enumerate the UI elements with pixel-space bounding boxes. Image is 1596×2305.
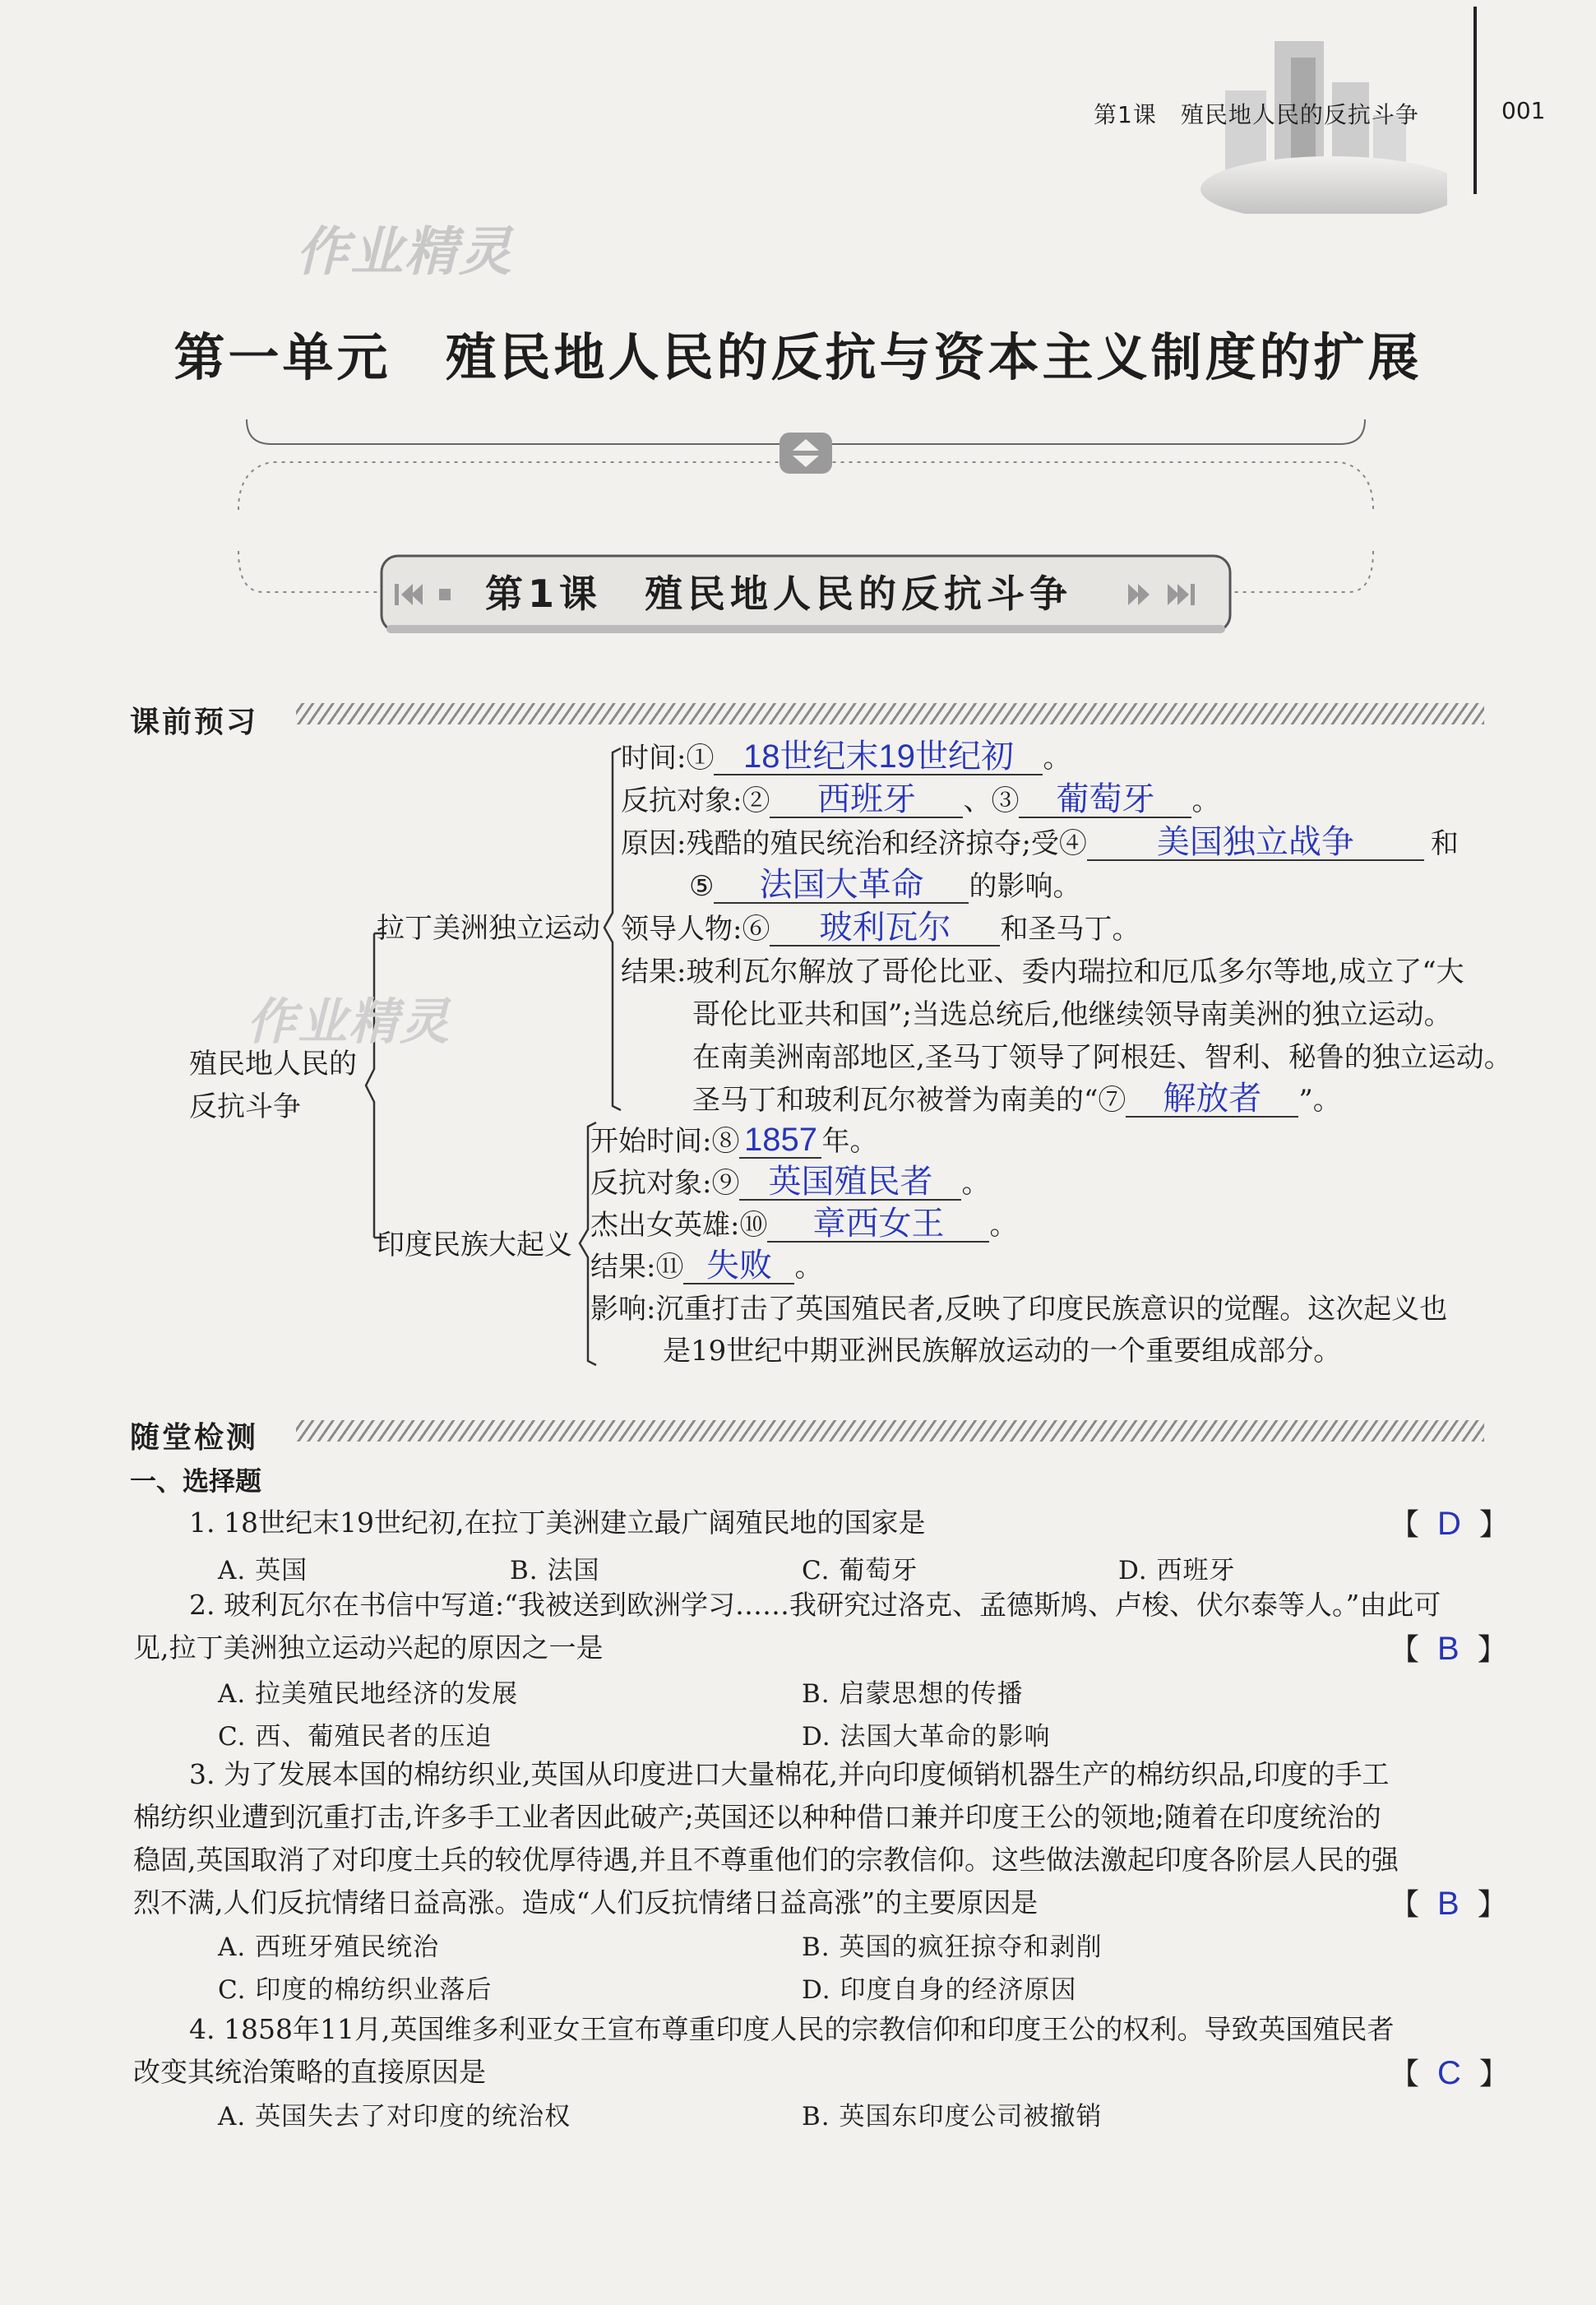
question-2-option-b: B. 启蒙思想的传播 [802, 1679, 1024, 1709]
answer-4: 美国独立战争 [1087, 825, 1424, 861]
watermark: 作业精灵 [296, 222, 513, 283]
india-start-row: 开始时间:⑧ 1857 年。 [590, 1122, 878, 1158]
india-hero-row: 杰出女英雄:⑩ 章西女王 。 [590, 1206, 1018, 1242]
lesson-title: 第1课 殖民地人民的反抗斗争 [485, 572, 1073, 616]
question-3-stem-line2: 棉纺织业遭到沉重打击,许多手工业者因此破产;英国还以种种借口兼并印度王公的领地;随着在印度统治的 [133, 1801, 1381, 1833]
india-target-row: 反抗对象:⑨ 英国殖民者 。 [590, 1164, 990, 1200]
question-4-stem-line2: 改变其统治策略的直接原因是 [133, 2056, 486, 2088]
question-1-option-a: A. 英国 [218, 1556, 308, 1585]
question-3-stem-line3: 稳固,英国取消了对印度土兵的较优厚待遇,并且不尊重他们的宗教信仰。这些做法激起印度各阶层人民的强 [133, 1844, 1399, 1876]
branch-latin-america: 拉丁美洲独立运动 [377, 912, 600, 945]
page-number: 001 [1501, 97, 1546, 124]
latin-target-row: 反抗对象:② 西班牙 、③ 葡萄牙 。 [621, 781, 1220, 817]
question-2-stem-line1: 2. 玻利瓦尔在书信中写道:“我被送到欧洲学习……我研究过洛克、孟德斯鸠、卢梭、伏尔泰等人。”由此可 [189, 1589, 1441, 1621]
section-heading-preview: 课前预习 [130, 706, 259, 739]
question-4-answer: 【 C 】 [1390, 2055, 1509, 2091]
latin-time-row: 时间:① 18世纪末19世纪初 。 [621, 738, 1071, 775]
latin-result-line4: 圣马丁和玻利瓦尔被誉为南美的“⑦ 解放者 ”。 [692, 1081, 1341, 1117]
answer-8: 1857 [739, 1122, 821, 1159]
question-2-stem-line2: 见,拉丁美洲独立运动兴起的原因之一是 [133, 1632, 604, 1664]
question-3-stem-line1: 3. 为了发展本国的棉纺织业,英国从印度进口大量棉花,并向印度倾销机器生产的棉纺织品,印度的手工 [189, 1758, 1390, 1790]
question-3-option-b: B. 英国的疯狂掠夺和剥削 [802, 1932, 1103, 1962]
question-1-stem: 1. 18世纪末19世纪初,在拉丁美洲建立最广阔殖民地的国家是 [189, 1507, 926, 1539]
question-3-option-a: A. 西班牙殖民统治 [218, 1932, 440, 1962]
question-1-option-c: C. 葡萄牙 [802, 1556, 918, 1585]
answer-3: 葡萄牙 [1019, 782, 1191, 818]
question-2-option-d: D. 法国大革命的影响 [802, 1722, 1051, 1752]
question-2-option-a: A. 拉美殖民地经济的发展 [218, 1679, 519, 1709]
answer-1: 18世纪末19世纪初 [714, 739, 1043, 775]
question-1-option-b: B. 法国 [510, 1556, 600, 1585]
question-3-answer: 【 B 】 [1390, 1886, 1507, 1922]
watermark: 作业精灵 [247, 993, 451, 1051]
question-2-answer: 【 B 】 [1390, 1631, 1507, 1667]
latin-cause-row-2: ⑤ 法国大革命 的影响。 [689, 867, 1081, 903]
latin-cause-row: 原因:残酷的殖民统治和经济掠夺;受④ 美国独立战争 和 [621, 824, 1459, 860]
answer-2: 西班牙 [770, 782, 963, 818]
mind-map-root-line2: 反抗斗争 [189, 1090, 301, 1123]
question-3-stem-line4: 烈不满,人们反抗情绪日益高涨。造成“人们反抗情绪日益高涨”的主要原因是 [133, 1886, 1039, 1919]
running-header-lesson: 第1课 殖民地人民的反抗斗争 [1094, 101, 1419, 128]
section-heading-check: 随堂检测 [130, 1421, 259, 1455]
answer-7: 解放者 [1126, 1081, 1298, 1118]
answer-9: 英国殖民者 [739, 1164, 961, 1201]
question-4-option-a: A. 英国失去了对印度的统治权 [218, 2102, 571, 2131]
question-4-option-b: B. 英国东印度公司被撤销 [802, 2102, 1103, 2131]
latin-result-line1: 结果:玻利瓦尔解放了哥伦比亚、委内瑞拉和厄瓜多尔等地,成立了“大 [621, 956, 1464, 988]
india-result-row: 结果:⑪ 失败 。 [590, 1247, 823, 1284]
multiple-choice-heading: 一、选择题 [130, 1465, 262, 1497]
answer-10: 章西女王 [767, 1206, 989, 1243]
question-2-option-c: C. 西、葡殖民者的压迫 [218, 1722, 493, 1752]
answer-11: 失败 [683, 1248, 794, 1284]
answer-5: 法国大革命 [714, 868, 969, 904]
question-4-stem-line1: 4. 1858年11月,英国维多利亚女王宣布尊重印度人民的宗教信仰和印度王公的权利。导致英国殖民者 [189, 2013, 1395, 2045]
india-impact-line1: 影响:沉重打击了英国殖民者,反映了印度民族意识的觉醒。这次起义也 [590, 1293, 1448, 1326]
section-divider [296, 1420, 1484, 1442]
question-1-option-d: D. 西班牙 [1118, 1556, 1236, 1585]
latin-result-line3: 在南美洲南部地区,圣马丁领导了阿根廷、智利、秘鲁的独立运动。 [692, 1041, 1512, 1074]
mind-map-root-line1: 殖民地人民的 [189, 1048, 357, 1081]
question-3-option-c: C. 印度的棉纺织业落后 [218, 1975, 493, 2005]
branch-india: 印度民族大起义 [377, 1229, 572, 1261]
answer-6: 玻利瓦尔 [770, 910, 1000, 947]
india-impact-line2: 是19世纪中期亚洲民族解放运动的一个重要组成部分。 [663, 1335, 1342, 1368]
unit-title: 第一单元 殖民地人民的反抗与资本主义制度的扩展 [173, 327, 1423, 387]
latin-leader-row: 领导人物:⑥ 玻利瓦尔 和圣马丁。 [621, 910, 1140, 946]
latin-result-line2: 哥伦比亚共和国”;当选总统后,他继续领导南美洲的独立运动。 [692, 998, 1452, 1031]
question-3-option-d: D. 印度自身的经济原因 [802, 1975, 1077, 2005]
question-1-answer: 【 D 】 [1390, 1506, 1509, 1542]
